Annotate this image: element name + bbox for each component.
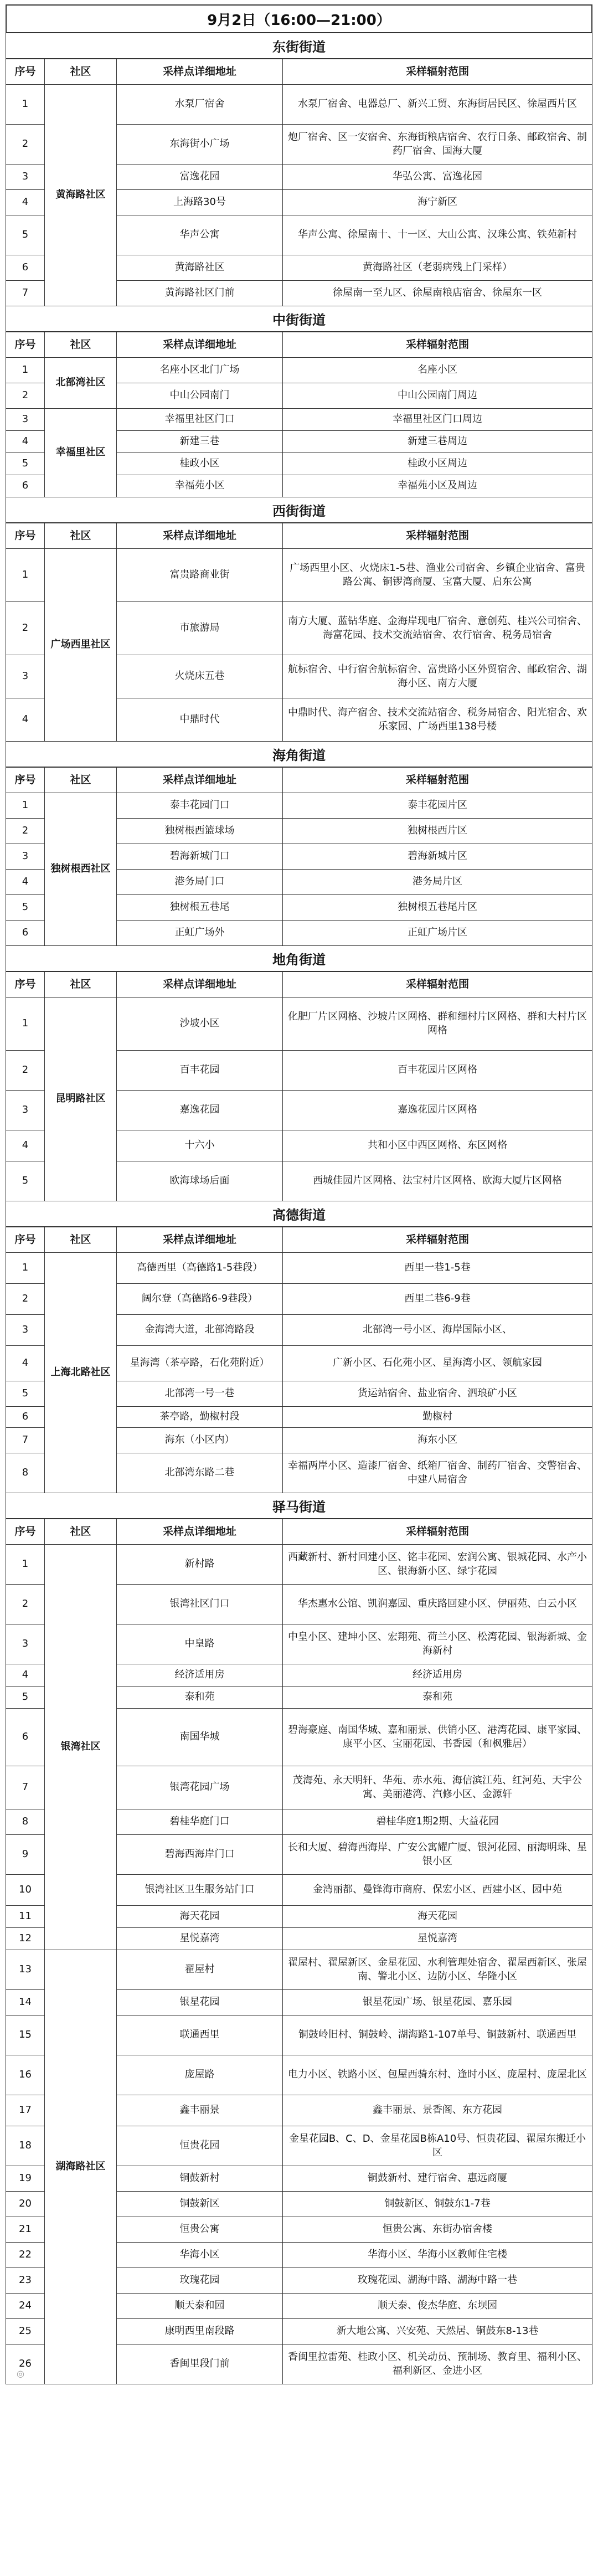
- sampling-table: [6, 1519, 592, 2384]
- sampling-range: 名座小区: [283, 358, 592, 383]
- row-number: 3: [6, 409, 45, 431]
- header-community: 社区: [45, 59, 117, 85]
- sampling-table: [6, 1227, 592, 1493]
- row-number: 4: [6, 1130, 45, 1161]
- sampling-range: 碧海新城片区: [283, 844, 592, 870]
- row-number: 23: [6, 2268, 45, 2294]
- street-name: 高德街道: [6, 1201, 592, 1227]
- sampling-range: 顺天泰、俊杰华庭、东坝园: [283, 2294, 592, 2319]
- sampling-address: 恒贵花园: [117, 2126, 283, 2166]
- sampling-range: 桂政小区周边: [283, 453, 592, 475]
- row-number: 1: [6, 549, 45, 602]
- sampling-address: 茶亭路，勤椒村段: [117, 1407, 283, 1428]
- sampling-address: 桂政小区: [117, 453, 283, 475]
- community-name: 湖海路社区: [45, 1950, 117, 2384]
- sampling-address: 幸福苑小区: [117, 475, 283, 497]
- row-number: 6: [6, 475, 45, 497]
- row-number: 5: [6, 1381, 45, 1407]
- sampling-address: 碧桂华庭门口: [117, 1809, 283, 1835]
- header-no: 序号: [6, 59, 45, 85]
- row-number: 25: [6, 2319, 45, 2344]
- sampling-range: 炮厂宿舍、区一安宿舍、东海街粮店宿舍、农行日条、邮政宿舍、制药厂宿舍、国海大厦: [283, 125, 592, 164]
- watermark-icon: ◎: [17, 2368, 24, 2379]
- row-number: 4: [6, 870, 45, 895]
- sampling-address: 恒贵公寓: [117, 2217, 283, 2243]
- sampling-address: 金海湾大道，北部湾路段: [117, 1315, 283, 1346]
- sampling-address: 市旅游局: [117, 602, 283, 655]
- row-number: 3: [6, 655, 45, 698]
- row-number: 2: [6, 602, 45, 655]
- sampling-address: 银湾社区门口: [117, 1585, 283, 1624]
- sampling-range: 长和大厦、碧海西海岸、广安公寓耀广厦、银河花园、丽海明珠、星银小区: [283, 1835, 592, 1875]
- street-section: [6, 497, 592, 742]
- table-row: [6, 998, 592, 1051]
- sampling-address: 东海街小广场: [117, 125, 283, 164]
- row-number: 3: [6, 1624, 45, 1664]
- sampling-range: 碧海豪庭、南国华城、嘉和丽景、供销小区、港湾花园、康平家园、康平小区、宝丽花园、书香园（和枫雅居）: [283, 1709, 592, 1766]
- row-number: 22: [6, 2243, 45, 2268]
- sampling-table: [6, 332, 592, 497]
- row-number: 1: [6, 1545, 45, 1585]
- sampling-table: [6, 971, 592, 1201]
- row-number: 9: [6, 1835, 45, 1875]
- sampling-address: 港务局门口: [117, 870, 283, 895]
- row-number: 18: [6, 2126, 45, 2166]
- sampling-address: 顺天泰和园: [117, 2294, 283, 2319]
- sampling-address: 欧海球场后面: [117, 1161, 283, 1201]
- row-number: 1: [6, 793, 45, 819]
- sampling-range: 华杰惠水公馆、凯润嘉园、重庆路回建小区、伊丽苑、白云小区: [283, 1585, 592, 1624]
- sampling-address: 名座小区北门广场: [117, 358, 283, 383]
- sampling-range: 广场西里小区、火烧床1-5巷、渔业公司宿舍、乡镇企业宿舍、富贵路公寓、铜锣湾商厦、宝富大厦、启东公寓: [283, 549, 592, 602]
- sampling-range: 徐屋南一至九区、徐屋南粮店宿舍、徐屋东一区: [283, 281, 592, 306]
- row-number: 3: [6, 1091, 45, 1130]
- row-number: 3: [6, 844, 45, 870]
- header-range: 采样辐射范围: [283, 768, 592, 793]
- row-number: 24: [6, 2294, 45, 2319]
- sampling-range: 幸福苑小区及周边: [283, 475, 592, 497]
- sampling-range: 北部湾一号小区、海岸国际小区、: [283, 1315, 592, 1346]
- sampling-address: 联通西里: [117, 2015, 283, 2055]
- header-address: 采样点详细地址: [117, 768, 283, 793]
- sampling-address: 康明西里南段路: [117, 2319, 283, 2344]
- row-number: 12: [6, 1928, 45, 1950]
- sampling-address: 华海小区: [117, 2243, 283, 2268]
- sampling-range: 化肥厂片区网格、沙坡片区网格、群和细村片区网格、群和大村片区网格: [283, 998, 592, 1051]
- header-no: 序号: [6, 1519, 45, 1545]
- sampling-range: 华海小区、华海小区教师住宅楼: [283, 2243, 592, 2268]
- sampling-address: 碧海西海岸门口: [117, 1835, 283, 1875]
- row-number: 6: [6, 921, 45, 946]
- sampling-range: 鑫丰丽景、景香阁、东方花园: [283, 2095, 592, 2126]
- sampling-address: 银星花园: [117, 1990, 283, 2015]
- sampling-address: 北部湾一号一巷: [117, 1381, 283, 1407]
- row-number: 3: [6, 1315, 45, 1346]
- header-address: 采样点详细地址: [117, 1227, 283, 1253]
- community-name: 上海北路社区: [45, 1253, 117, 1493]
- community-name: 独树根西社区: [45, 793, 117, 946]
- street-name: 驿马街道: [6, 1493, 592, 1519]
- sampling-address: 阔尔登（高德路6-9巷段）: [117, 1284, 283, 1315]
- community-name: 北部湾社区: [45, 358, 117, 409]
- sampling-address: 水泵厂宿舍: [117, 85, 283, 125]
- sampling-address: 华声公寓: [117, 215, 283, 255]
- sampling-address: 鑫丰丽景: [117, 2095, 283, 2126]
- row-number: 5: [6, 215, 45, 255]
- sampling-range: 碧桂华庭1期2期、大益花园: [283, 1809, 592, 1835]
- sampling-range: 玫瑰花园、湖海中路、湖海中路一巷: [283, 2268, 592, 2294]
- sampling-range: 华弘公寓、富逸花园: [283, 164, 592, 190]
- sampling-address: 银湾社区卫生服务站门口: [117, 1875, 283, 1906]
- sampling-range: 新大地公寓、兴安苑、天然居、铜鼓东8-13巷: [283, 2319, 592, 2344]
- page-title: 9月2日（16:00—21:00）: [6, 4, 592, 33]
- sampling-address: 黄海路社区: [117, 255, 283, 281]
- table-row: [6, 1253, 592, 1284]
- sampling-range: 泰丰花园片区: [283, 793, 592, 819]
- sampling-address: 百丰花园: [117, 1051, 283, 1091]
- street-section: [6, 742, 592, 946]
- sampling-range: 共和小区中西区网格、东区网格: [283, 1130, 592, 1161]
- row-number: 20: [6, 2192, 45, 2217]
- sampling-range: 航标宿舍、中行宿舍航标宿舍、富贵路小区外贸宿舍、邮政宿舍、湖海小区、南方大厦: [283, 655, 592, 698]
- sampling-address: 幸福里社区门口: [117, 409, 283, 431]
- header-row: [6, 768, 592, 793]
- row-number: 2: [6, 125, 45, 164]
- sampling-range: 中皇小区、建坤小区、宏翔苑、荷兰小区、松湾花园、银海新城、金海新村: [283, 1624, 592, 1664]
- row-number: 21: [6, 2217, 45, 2243]
- header-address: 采样点详细地址: [117, 59, 283, 85]
- row-number: 8: [6, 1453, 45, 1493]
- row-number: 15: [6, 2015, 45, 2055]
- sampling-range: 幸福两岸小区、造漆厂宿舍、纸箱厂宿舍、制药厂宿舍、交警宿舍、中建八局宿舍: [283, 1453, 592, 1493]
- street-name: 中街街道: [6, 306, 592, 332]
- street-section: [6, 306, 592, 497]
- community-name: 黄海路社区: [45, 85, 117, 306]
- header-row: [6, 59, 592, 85]
- sampling-address: 香闽里段门前: [117, 2344, 283, 2384]
- sampling-range: 香闽里拉雷苑、桂政小区、机关动员、预制场、教育里、福利小区、福利新区、金进小区: [283, 2344, 592, 2384]
- sampling-range: 金星花园B、C、D、金星花园B栋A10号、恒贵花园、翟屋东搬迁小区: [283, 2126, 592, 2166]
- street-section: [6, 1201, 592, 1493]
- header-row: [6, 1519, 592, 1545]
- sampling-address: 泰和苑: [117, 1687, 283, 1709]
- row-number: 10: [6, 1875, 45, 1906]
- sampling-address: 上海路30号: [117, 190, 283, 215]
- sampling-address: 十六小: [117, 1130, 283, 1161]
- header-address: 采样点详细地址: [117, 972, 283, 998]
- street-section: [6, 1493, 592, 2384]
- sampling-range: 茂海苑、永天明轩、华苑、赤水苑、海信滨江苑、红河苑、天宇公寓、美丽港湾、汽修小区、金源轩: [283, 1766, 592, 1809]
- community-name: 广场西里社区: [45, 549, 117, 742]
- sampling-range: 西藏新村、新村回建小区、铭丰花园、宏润公寓、银城花园、水产小区、银海新小区、绿宇花园: [283, 1545, 592, 1585]
- sampling-address: 玫瑰花园: [117, 2268, 283, 2294]
- row-number: 6: [6, 255, 45, 281]
- sampling-range: 中鼎时代、海产宿舍、技术交流站宿舍、税务局宿舍、阳光宿舍、欢乐家园、广场西里138号楼: [283, 698, 592, 742]
- header-range: 采样辐射范围: [283, 972, 592, 998]
- header-row: [6, 332, 592, 358]
- row-number: 4: [6, 190, 45, 215]
- row-number: 4: [6, 431, 45, 453]
- header-no: 序号: [6, 972, 45, 998]
- sampling-address: 火烧床五巷: [117, 655, 283, 698]
- sampling-range: 中山公园南门周边: [283, 383, 592, 409]
- row-number: 2: [6, 1284, 45, 1315]
- sampling-address: 碧海新城门口: [117, 844, 283, 870]
- sampling-table: [6, 523, 592, 742]
- table-row: [6, 549, 592, 602]
- community-name: 昆明路社区: [45, 998, 117, 1201]
- header-no: 序号: [6, 1227, 45, 1253]
- row-number: 4: [6, 698, 45, 742]
- row-number: 4: [6, 1346, 45, 1381]
- row-number: 19: [6, 2166, 45, 2192]
- row-number: 16: [6, 2055, 45, 2095]
- row-number: 5: [6, 1687, 45, 1709]
- row-number: 2: [6, 819, 45, 844]
- sampling-address: 银湾花园广场: [117, 1766, 283, 1809]
- header-no: 序号: [6, 768, 45, 793]
- header-address: 采样点详细地址: [117, 523, 283, 549]
- header-row: [6, 972, 592, 998]
- header-range: 采样辐射范围: [283, 1227, 592, 1253]
- row-number: 1: [6, 998, 45, 1051]
- header-row: [6, 523, 592, 549]
- sampling-range: 幸福里社区门口周边: [283, 409, 592, 431]
- sampling-range: 勤椒村: [283, 1407, 592, 1428]
- row-number: 8: [6, 1809, 45, 1835]
- sampling-range: 西里一巷1-5巷: [283, 1253, 592, 1284]
- sampling-address: 星海湾（茶亭路，石化苑附近）: [117, 1346, 283, 1381]
- sections: [6, 33, 592, 2384]
- sampling-range: 货运站宿舍、盐业宿舍、泗琅矿小区: [283, 1381, 592, 1407]
- sampling-range: 黄海路社区（老弱病残上门采样）: [283, 255, 592, 281]
- table-row: [6, 409, 592, 431]
- header-community: 社区: [45, 332, 117, 358]
- sampling-range: 华声公寓、徐屋南十、十一区、大山公寓、汉珠公寓、铁苑新村: [283, 215, 592, 255]
- sampling-address: 泰丰花园门口: [117, 793, 283, 819]
- header-community: 社区: [45, 1519, 117, 1545]
- header-range: 采样辐射范围: [283, 1519, 592, 1545]
- sampling-address: 铜鼓新区: [117, 2192, 283, 2217]
- row-number: 2: [6, 1585, 45, 1624]
- table-row: [6, 1950, 592, 1990]
- table-row: [6, 793, 592, 819]
- sampling-range: 铜鼓岭旧村、铜鼓岭、湖海路1-107单号、铜鼓新村、联通西里: [283, 2015, 592, 2055]
- sampling-address: 中山公园南门: [117, 383, 283, 409]
- sampling-address: 正虹广场外: [117, 921, 283, 946]
- sampling-range: 泰和苑: [283, 1687, 592, 1709]
- header-community: 社区: [45, 1227, 117, 1253]
- sampling-address: 富贵路商业街: [117, 549, 283, 602]
- community-name: 银湾社区: [45, 1545, 117, 1950]
- sampling-range: 港务局片区: [283, 870, 592, 895]
- sampling-range: 经济适用房: [283, 1664, 592, 1687]
- row-number: 5: [6, 895, 45, 921]
- table-row: [6, 85, 592, 125]
- sampling-address: 沙坡小区: [117, 998, 283, 1051]
- sampling-range: 银星花园广场、银星花园、嘉乐园: [283, 1990, 592, 2015]
- row-number: 17: [6, 2095, 45, 2126]
- row-number: 2: [6, 1051, 45, 1091]
- header-range: 采样辐射范围: [283, 332, 592, 358]
- sampling-address: 经济适用房: [117, 1664, 283, 1687]
- sampling-range: 嘉逸花园片区网格: [283, 1091, 592, 1130]
- sampling-address: 独树根西篮球场: [117, 819, 283, 844]
- sampling-address: 海东（小区内）: [117, 1428, 283, 1453]
- sampling-range: 西里二巷6-9巷: [283, 1284, 592, 1315]
- street-section: [6, 946, 592, 1201]
- row-number: 1: [6, 1253, 45, 1284]
- sampling-address: 高德西里（高德路1-5巷段）: [117, 1253, 283, 1284]
- row-number: 1: [6, 85, 45, 125]
- sampling-address: 中鼎时代: [117, 698, 283, 742]
- sampling-address: 南国华城: [117, 1709, 283, 1766]
- sampling-address: 嘉逸花园: [117, 1091, 283, 1130]
- sampling-range: 海宁新区: [283, 190, 592, 215]
- street-name: 东街街道: [6, 33, 592, 59]
- sampling-table: [6, 59, 592, 306]
- header-community: 社区: [45, 972, 117, 998]
- sampling-range: 星悦嘉湾: [283, 1928, 592, 1950]
- row-number: 26: [6, 2344, 45, 2384]
- sampling-address: 独树根五巷尾: [117, 895, 283, 921]
- sampling-range: 西城佳园片区网格、法宝村片区网格、欧海大厦片区网格: [283, 1161, 592, 1201]
- sampling-address: 黄海路社区门前: [117, 281, 283, 306]
- sampling-range: 海东小区: [283, 1428, 592, 1453]
- header-address: 采样点详细地址: [117, 1519, 283, 1545]
- sampling-address: 星悦嘉湾: [117, 1928, 283, 1950]
- sampling-range: 恒贵公寓、东街办宿舍楼: [283, 2217, 592, 2243]
- header-no: 序号: [6, 332, 45, 358]
- header-range: 采样辐射范围: [283, 59, 592, 85]
- row-number: 1: [6, 358, 45, 383]
- sampling-address: 新村路: [117, 1545, 283, 1585]
- sampling-address: 翟屋村: [117, 1950, 283, 1990]
- row-number: 14: [6, 1990, 45, 2015]
- header-community: 社区: [45, 768, 117, 793]
- header-no: 序号: [6, 523, 45, 549]
- row-number: 5: [6, 1161, 45, 1201]
- sampling-range: 正虹广场片区: [283, 921, 592, 946]
- sampling-range: 南方大厦、蓝钻华庭、金海岸现电厂宿舍、意创苑、桂兴公司宿舍、海富花园、技术交流站宿舍、农行宿舍、税务局宿舍: [283, 602, 592, 655]
- row-number: 11: [6, 1906, 45, 1928]
- sampling-range: 独树根五巷尾片区: [283, 895, 592, 921]
- sampling-address: 铜鼓新村: [117, 2166, 283, 2192]
- sampling-range: 新建三巷周边: [283, 431, 592, 453]
- row-number: 2: [6, 383, 45, 409]
- header-range: 采样辐射范围: [283, 523, 592, 549]
- street-name: 海角街道: [6, 742, 592, 767]
- row-number: 7: [6, 1766, 45, 1809]
- community-name: 幸福里社区: [45, 409, 117, 497]
- sampling-range: 金湾丽都、曼锋海市商府、保宏小区、西建小区、园中苑: [283, 1875, 592, 1906]
- row-number: 7: [6, 1428, 45, 1453]
- sampling-address: 富逸花园: [117, 164, 283, 190]
- sampling-range: 独树根西片区: [283, 819, 592, 844]
- row-number: 4: [6, 1664, 45, 1687]
- header-community: 社区: [45, 523, 117, 549]
- header-row: [6, 1227, 592, 1253]
- row-number: 13: [6, 1950, 45, 1990]
- table-row: [6, 358, 592, 383]
- sampling-range: 海天花园: [283, 1906, 592, 1928]
- row-number: 7: [6, 281, 45, 306]
- sampling-address: 庞屋路: [117, 2055, 283, 2095]
- page: [6, 4, 592, 2384]
- sampling-range: 铜鼓新村、建行宿舍、惠远商厦: [283, 2166, 592, 2192]
- sampling-range: 广新小区、石化苑小区、星海湾小区、领航家园: [283, 1346, 592, 1381]
- sampling-range: 水泵厂宿舍、电器总厂、新兴工贸、东海街居民区、徐屋西片区: [283, 85, 592, 125]
- sampling-table: [6, 767, 592, 946]
- sampling-address: 北部湾东路二巷: [117, 1453, 283, 1493]
- sampling-address: 新建三巷: [117, 431, 283, 453]
- row-number: 6: [6, 1709, 45, 1766]
- street-name: 地角街道: [6, 946, 592, 971]
- sampling-range: 翟屋村、翟屋新区、金星花园、水利管理处宿舍、翟屋西新区、张屋南、警北小区、边防小区、华隆小区: [283, 1950, 592, 1990]
- header-address: 采样点详细地址: [117, 332, 283, 358]
- street-section: [6, 33, 592, 306]
- street-name: 西街街道: [6, 497, 592, 523]
- table-row: [6, 1545, 592, 1585]
- sampling-range: 铜鼓新区、铜鼓东1-7巷: [283, 2192, 592, 2217]
- sampling-address: 中皇路: [117, 1624, 283, 1664]
- row-number: 6: [6, 1407, 45, 1428]
- sampling-range: 百丰花园片区网格: [283, 1051, 592, 1091]
- row-number: 3: [6, 164, 45, 190]
- row-number: 5: [6, 453, 45, 475]
- sampling-address: 海天花园: [117, 1906, 283, 1928]
- sampling-range: 电力小区、铁路小区、包屋西骑东村、逢时小区、庞屋村、庞屋北区: [283, 2055, 592, 2095]
